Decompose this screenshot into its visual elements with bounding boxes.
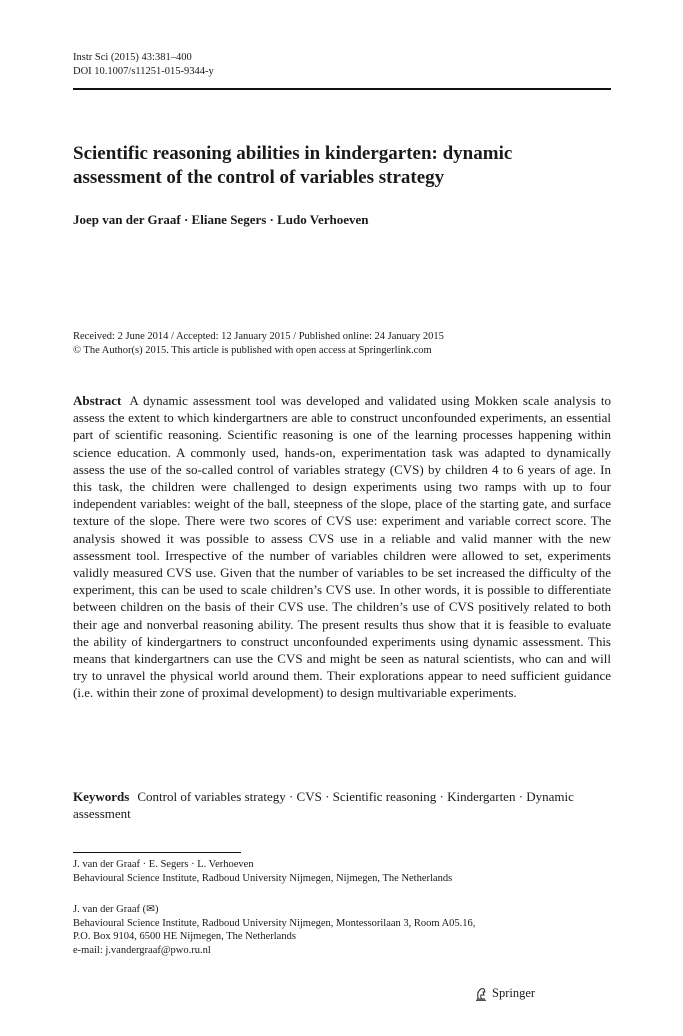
corresponding-address-2: P.O. Box 9104, 6500 HE Nijmegen, The Netherlands: [73, 931, 296, 942]
publication-history: Received: 2 June 2014 / Accepted: 12 January 2015 / Published online: 24 January 2015: [73, 331, 444, 342]
title-line: assessment of the control of variables strategy: [73, 167, 445, 188]
affiliation-names: J. van der Graaf · E. Segers · L. Verhoeven: [73, 859, 254, 870]
footnote-rule: [73, 852, 241, 853]
header-rule: [73, 88, 611, 90]
title-line: Scientific reasoning abilities in kindergarten: dynamic: [73, 143, 513, 164]
doi[interactable]: DOI 10.1007/s11251-015-9344-y: [73, 66, 214, 77]
abstract-label: Abstract: [73, 393, 122, 408]
corresponding-name: J. van der Graaf (✉): [73, 904, 159, 915]
keywords-text: Control of variables strategy · CVS · Scientific reasoning · Kindergarten · Dynamic assessment: [73, 789, 574, 822]
springer-horse-icon: [474, 986, 488, 1001]
abstract: [73, 392, 611, 702]
corresponding-author: [73, 903, 611, 957]
corresponding-address-1: Behavioural Science Institute, Radboud University Nijmegen, Montessorilaan 3, Room A05.16,: [73, 917, 476, 929]
article-title: [73, 142, 611, 190]
journal-header: [73, 51, 214, 79]
author-list: Joep van der Graaf · Eliane Segers · Ludo Verhoeven: [73, 212, 369, 227]
affiliation-institute: Behavioural Science Institute, Radboud University Nijmegen, Nijmegen, The Netherlands: [73, 872, 453, 884]
corresponding-email[interactable]: e-mail: j.vandergraaf@pwo.ru.nl: [73, 944, 211, 956]
copyright-notice: © The Author(s) 2015. This article is published with open access at Springerlink.com: [73, 345, 432, 356]
keywords-label: Keywords: [73, 789, 130, 804]
affiliation-group: [73, 858, 611, 885]
publisher-name: Springer: [492, 986, 536, 1000]
abstract-text: A dynamic assessment tool was developed and validated using Mokken scale analysis to assess the extent to which kindergartners are able to construct unconfounded experiments, an essential part of scientific reasoning. Scientific reasoning is one of the learning processes happening within science education. A commonly used, hands-on, experimentation task was adapted to dynamically assess the use of the so-called control of variables strategy (CVS) by children 4 to 6 years of age. In this task, the children were challenged to design experiments using two ramps with up to four independent variables: weight of the ball, steepness of the slope, place of the starting gate, and surface texture of the slope. There were two scores of CVS use: experiment and variable correct score. The analysis showed it was possible to assess CVS use in a reliable and valid manner with the new assessment tool. Irrespective of the number of variables children were allowed to set, experiments validly measured CVS use. Given that the number of variables to be set increased the difficulty of the experiment, this can be used to scale children’s CVS use. In other words, it is possible to differentiate between children on the basis of their CVS use. The children’s use of CVS positively related to both their age and nonverbal reasoning ability. The present results thus show that it is feasible to evaluate the ability of kindergartners to construct unconfounded experiments using dynamic assessment. This means that kindergartners can use the CVS and might be seen as natural scientists, who can and will try to unravel the physical world around them. Their explorations appear to need sufficient guidance (i.e. within their zone of proximal development) to design multivariable experiments.: [73, 393, 611, 701]
publication-dates: [73, 330, 611, 358]
keywords: [73, 788, 611, 822]
publisher-logo: [474, 986, 535, 1001]
journal-citation: Instr Sci (2015) 43:381–400: [73, 52, 192, 63]
